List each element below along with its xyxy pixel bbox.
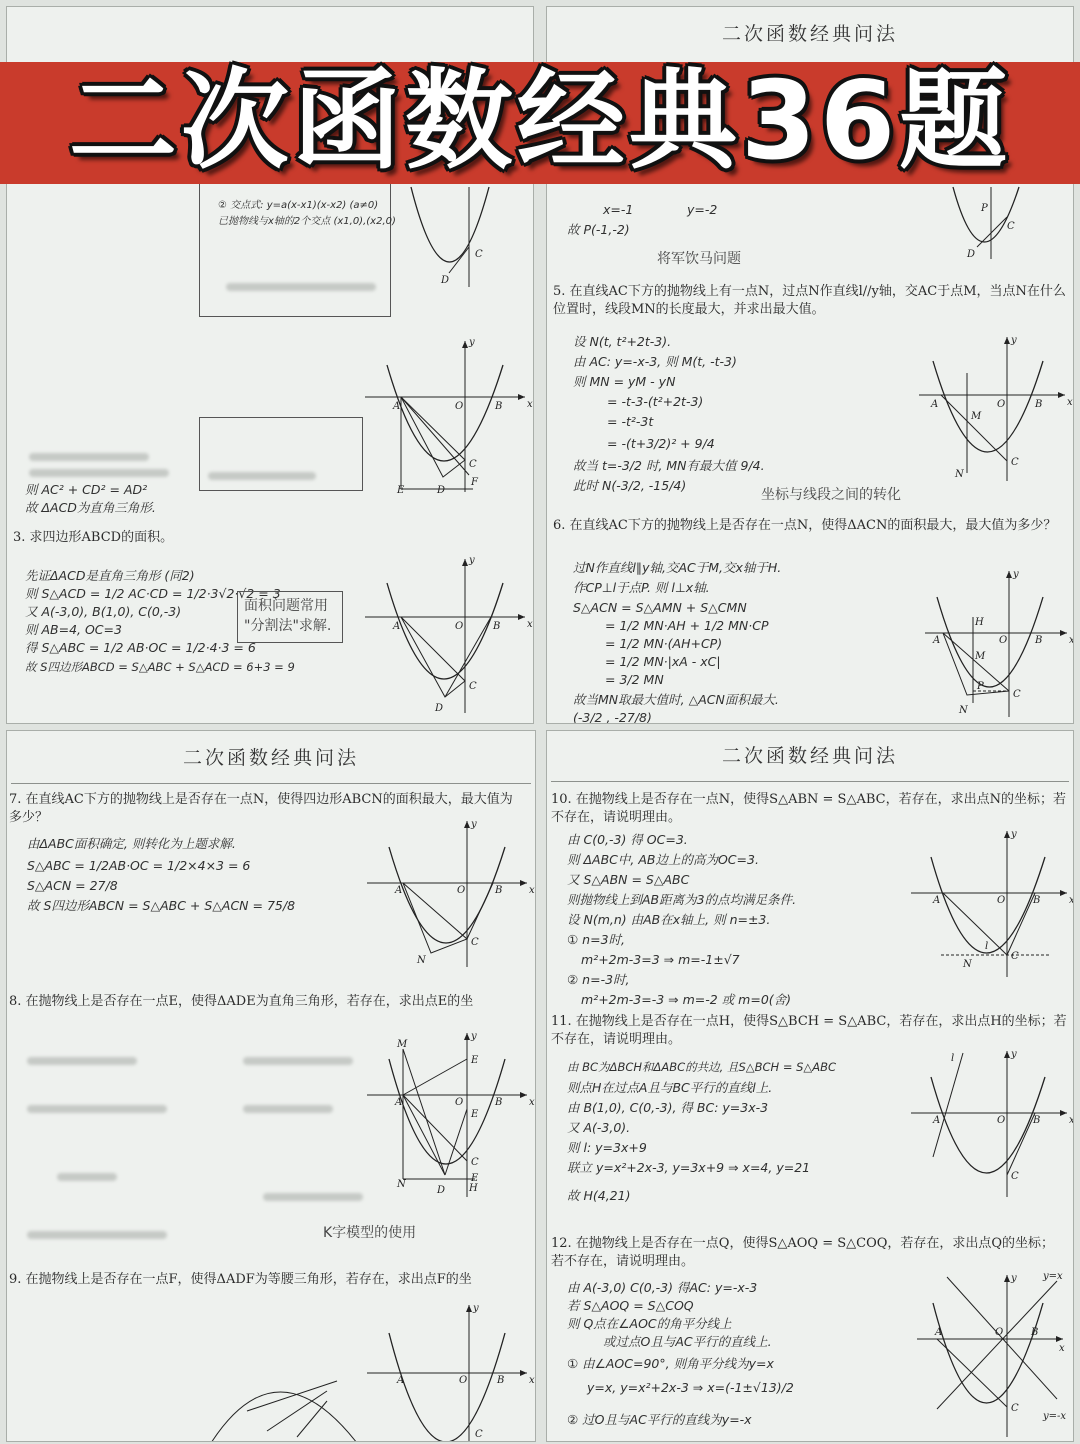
parabola-graph-2 xyxy=(365,337,533,497)
svg-text:C: C xyxy=(469,459,477,470)
svg-text:B: B xyxy=(497,1375,505,1386)
question-6: 6. 在直线AC下方的抛物线上是否存在一点N，使得ΔACN的面积最大，最大值为多少？ xyxy=(553,518,1057,533)
question-11: 11. 在抛物线上是否存在一点H，使得S△BCH = S△ABC，若存在，求出点H的坐标；若不存在，请说明理由。 xyxy=(551,1014,1067,1047)
svg-text:C: C xyxy=(469,681,477,692)
svg-text:O: O xyxy=(455,401,464,412)
question-12: 12. 在抛物线上是否存在一点Q，使得S△AOQ = S△COQ，若存在，求出点Q的坐标；若不存在，请说明理由。 xyxy=(551,1236,1055,1269)
svg-text:C: C xyxy=(1013,689,1021,700)
svg-text:O: O xyxy=(459,1375,468,1386)
svg-text:y=-x: y=-x xyxy=(1043,1411,1067,1422)
formula-line: 已抛物线与x轴的2个交点 (x1,0),(x2,0) xyxy=(218,216,396,227)
svg-text:P: P xyxy=(981,203,988,214)
svg-text:B: B xyxy=(1031,1327,1039,1338)
svg-text:F: F xyxy=(471,477,478,488)
svg-text:y: y xyxy=(469,555,475,566)
svg-text:A: A xyxy=(933,895,941,906)
parabola-graph-5 xyxy=(919,333,1073,483)
page-bottom-right: 二次函数经典问法 10. 在抛物线上是否存在一点N，使得S△ABN = S△ABC，若存在，求出点N的坐标；若不存在，请说明理由。 由 C(0,-3) 得 OC=3. 则 ΔABC中, AB边上的高为OC=3. 又 S△ABN = S△ABC 则抛物线上到AB距离为3的点均满足条件. 设 N(m,n) 由AB在x轴上, 则 n=±3. ① n=3时, m²+2m-3=3 ⇒ m=-1±√7 ② n=-3时, m²+2m-3=-3 ⇒ m=-2 或 m=0(舍) y x A O B C l N 11. 在抛物线上是否存在一点H，使得S△BCH = S△ABC，若存在，求出点H的坐标；若不存在，请说明理由。 由 BC为ΔBCH和ΔABC的共边, 且S△BCH = S△ABC 则点H在过点A且与BC平行的直线l上. 由 B(1,0), C(0,-3), 得 BC: y=3x-3 又 A(-3,0). 则 l: y=3x+9 联立 y=x²+2x-3, y=3x+9 ⇒ x=4, y=21 故 H(4,21) y x A O B C l 12. 在抛物线上是否存在一点Q，使得S△AOQ = S△COQ，若存在，求出点Q的坐标；若不存在，请说明理由。 由 A(-3,0) C(0,-3) 得AC: y=-x-3 若 S△AOQ = S△COQ 则 Q点在∠AOC的角平分线上 或过点O且与AC平行的直线上. ① 由∠AOC=90°, 则角平分线为y=x y=x, y=x²+2x-3 ⇒ x=(-1±√13)/2 ② 过O且与AC平行的直线为y=-x y x A O B C y=x y=-x xyxy=(546,730,1074,1442)
page-title: 二次函数经典问法 xyxy=(721,23,898,45)
svg-text:C: C xyxy=(471,1157,479,1168)
svg-text:y: y xyxy=(471,819,477,830)
svg-text:y: y xyxy=(1011,829,1017,840)
svg-text:D: D xyxy=(435,703,444,714)
svg-text:P: P xyxy=(977,681,984,692)
label-D: D xyxy=(441,275,450,286)
formula-line: ② 交点式: y=a(x-x1)(x-x2) (a≠0) xyxy=(218,200,379,211)
svg-text:y: y xyxy=(469,337,475,348)
parabola-graph-8 xyxy=(367,1029,533,1199)
parabola-graph-10 xyxy=(911,827,1075,977)
svg-text:x: x xyxy=(1069,895,1075,906)
svg-text:A: A xyxy=(395,885,403,896)
svg-text:N: N xyxy=(417,955,426,966)
svg-text:B: B xyxy=(1033,1115,1041,1126)
svg-text:B: B xyxy=(1035,635,1043,646)
parabola-graph-11 xyxy=(911,1047,1075,1197)
question-8: 8. 在抛物线上是否存在一点E，使得ΔADE为直角三角形，若存在，求出点E的坐 xyxy=(9,994,474,1009)
svg-text:A: A xyxy=(935,1327,943,1338)
svg-text:B: B xyxy=(495,885,503,896)
svg-text:M: M xyxy=(971,411,982,422)
banner-title: 二次函数经典36题 xyxy=(68,59,1012,184)
svg-text:E: E xyxy=(471,1055,479,1066)
svg-text:E: E xyxy=(471,1173,479,1184)
svg-text:C: C xyxy=(1011,951,1019,962)
parabola-graph-3 xyxy=(365,555,533,715)
question-10: 10. 在抛物线上是否存在一点N，使得S△ABN = S△ABC，若存在，求出点N的坐标；若不存在，请说明理由。 xyxy=(551,792,1066,825)
svg-text:y=x: y=x xyxy=(1043,1271,1063,1282)
svg-text:l: l xyxy=(951,1053,955,1064)
page-title: 二次函数经典问法 xyxy=(182,747,359,769)
svg-text:x: x xyxy=(1069,635,1075,646)
svg-text:y: y xyxy=(1013,569,1019,580)
page-top-left: ② 交点式: y=a(x-x1)(x-x2) (a≠0) 已抛物线与x轴的2个交点 (x1,0),(x2,0) D C y x A O B C D E F 则 AC² + CD² = AD² 故 ΔACD为直角三角形. 3. 求四边形ABCD的面积。 先证ΔACD是直角三角形 (同2) 则 S△ACD = 1/2 AC·CD = 1/2·3√2·√2 = 3 又 A(-3,0), B(1,0), C(0,-3) 则 AB=4, OC=3 得 S△ABC = 1/2 AB·OC = 1/2·4·3 = 6 故 S四边形ABCD = S△ABC + S△ACD = 6+3 = 9 面积问题常用 "分割法"求解. y x A O B C D xyxy=(6,6,534,724)
note-label: 将军饮马问题 xyxy=(657,251,741,267)
svg-text:A: A xyxy=(393,401,401,412)
page-title: 二次函数经典问法 xyxy=(721,745,898,767)
question-5: 5. 在直线AC下方的抛物线上有一点N，过点N作直线l//y轴，交AC于点M，当点N在什么位置时，线段MN的长度最大，并求出最大值。 xyxy=(553,284,1066,317)
svg-text:D: D xyxy=(967,249,976,260)
parabola-graph-6 xyxy=(925,567,1075,717)
svg-text:O: O xyxy=(999,635,1008,646)
svg-text:O: O xyxy=(995,1327,1004,1338)
svg-text:N: N xyxy=(959,705,968,716)
svg-text:C: C xyxy=(1011,457,1019,468)
svg-text:D: D xyxy=(437,1185,446,1196)
svg-text:B: B xyxy=(1033,895,1041,906)
svg-text:x: x xyxy=(529,1097,535,1108)
svg-text:y: y xyxy=(1011,1049,1017,1060)
svg-text:O: O xyxy=(997,1115,1006,1126)
svg-text:B: B xyxy=(495,1097,503,1108)
svg-text:A: A xyxy=(931,399,939,410)
svg-text:x: x xyxy=(527,399,533,410)
svg-text:x: x xyxy=(1069,1115,1075,1126)
svg-text:A: A xyxy=(393,621,401,632)
tip-box: 面积问题常用 "分割法"求解. xyxy=(237,591,343,643)
svg-text:D: D xyxy=(437,485,446,496)
svg-text:A: A xyxy=(395,1097,403,1108)
svg-text:l: l xyxy=(985,941,989,952)
svg-text:C: C xyxy=(475,1429,483,1440)
svg-text:E: E xyxy=(471,1109,479,1120)
question-7: 7. 在直线AC下方的抛物线上是否存在一点N，使得四边形ABCN的面积最大，最大值为多少？ xyxy=(9,792,513,825)
question-3: 3. 求四边形ABCD的面积。 xyxy=(13,530,174,545)
svg-text:N: N xyxy=(963,959,972,970)
parabola-graph-12 xyxy=(917,1271,1067,1439)
question-9: 9. 在抛物线上是否存在一点F，使得ΔADF为等腰三角形，若存在，求出点F的坐 xyxy=(9,1272,472,1287)
svg-text:x: x xyxy=(1059,1343,1065,1354)
page-top-right: 二次函数经典问法 x=-1 y=-2 故 P(-1,-2) 将军饮马问题 D C P 5. 在直线AC下方的抛物线上有一点N，过点N作直线l//y轴，交AC于点M，当点N在什么位置时，线段MN的长度最大，并求出最大值。 设 N(t, t²+2t-3). 由 AC: y=-x-3, 则 M(t, -t-3) 则 MN = yM - yN = -t-3-(t²+2t-3) = -t²-3t = -(t+3/2)² + 9/4 故当 t=-3/2 时, MN有最大值 9/4. 此时 N(-3/2, -15/4) 坐标与线段之间的转化 y x A O B C M N 6. 在直线AC下方的抛物线上是否存在一点N，使得ΔACN的面积最大，最大值为多少？ 过N作直线l∥y轴,交AC于M,交x轴于H. 作CP⊥l于点P. 则 l⊥x轴. S△ACN = S△AMN + S△CMN = 1/2 MN·AH + 1/2 MN·CP = 1/2 MN·(AH+CP) = 1/2 MN·|xA - xC| = 3/2 MN 故当MN取最大值时, △ACN面积最大. (-3/2 , -27/8) y x A O B C H M P N xyxy=(546,6,1074,724)
label-C: C xyxy=(475,249,483,260)
svg-text:B: B xyxy=(493,621,501,632)
svg-text:C: C xyxy=(471,937,479,948)
svg-text:y: y xyxy=(473,1303,479,1314)
svg-text:H: H xyxy=(469,1183,478,1194)
svg-text:H: H xyxy=(975,617,984,628)
svg-text:E: E xyxy=(397,485,405,496)
svg-text:A: A xyxy=(933,635,941,646)
svg-text:x: x xyxy=(527,619,533,630)
svg-text:A: A xyxy=(933,1115,941,1126)
parabola-graph-1 xyxy=(397,187,527,297)
svg-text:N: N xyxy=(397,1179,406,1190)
svg-text:O: O xyxy=(455,1097,464,1108)
svg-text:A: A xyxy=(397,1375,405,1386)
parabola-graph-4 xyxy=(947,187,1047,261)
svg-text:y: y xyxy=(1011,335,1017,346)
svg-text:x: x xyxy=(529,885,535,896)
svg-text:N: N xyxy=(955,469,964,480)
svg-text:C: C xyxy=(1007,221,1015,232)
svg-text:y: y xyxy=(471,1031,477,1042)
svg-text:C: C xyxy=(1011,1171,1019,1182)
svg-text:O: O xyxy=(455,621,464,632)
svg-text:O: O xyxy=(457,885,466,896)
parabola-graph-7 xyxy=(367,817,533,967)
parabola-graph-9 xyxy=(207,1301,533,1442)
svg-text:B: B xyxy=(495,401,503,412)
svg-text:x: x xyxy=(1067,397,1073,408)
svg-text:y: y xyxy=(1011,1273,1017,1284)
formula-box xyxy=(199,177,396,317)
svg-text:C: C xyxy=(1011,1403,1019,1414)
svg-text:B: B xyxy=(1035,399,1043,410)
svg-text:M: M xyxy=(397,1039,408,1050)
svg-text:O: O xyxy=(997,895,1006,906)
svg-text:O: O xyxy=(997,399,1006,410)
page-bottom-left: 二次函数经典问法 7. 在直线AC下方的抛物线上是否存在一点N，使得四边形ABCN的面积最大，最大值为多少？ 由ΔABC面积确定, 则转化为上题求解. S△ABC = 1/2AB·OC = 1/2×4×3 = 6 S△ACN = 27/8 故 S四边形ABCN = S△ABC + S△ACN = 75/8 y x A O B C N 8. 在抛物线上是否存在一点E，使得ΔADE为直角三角形，若存在，求出点E的坐 K字模型的使用 y x A O B C D E E E M N H 9. 在抛物线上是否存在一点F，使得ΔADF为等腰三角形，若存在，求出点F的坐 y x A O B C xyxy=(6,730,536,1442)
svg-text:x: x xyxy=(529,1375,535,1386)
svg-text:M: M xyxy=(975,651,986,662)
